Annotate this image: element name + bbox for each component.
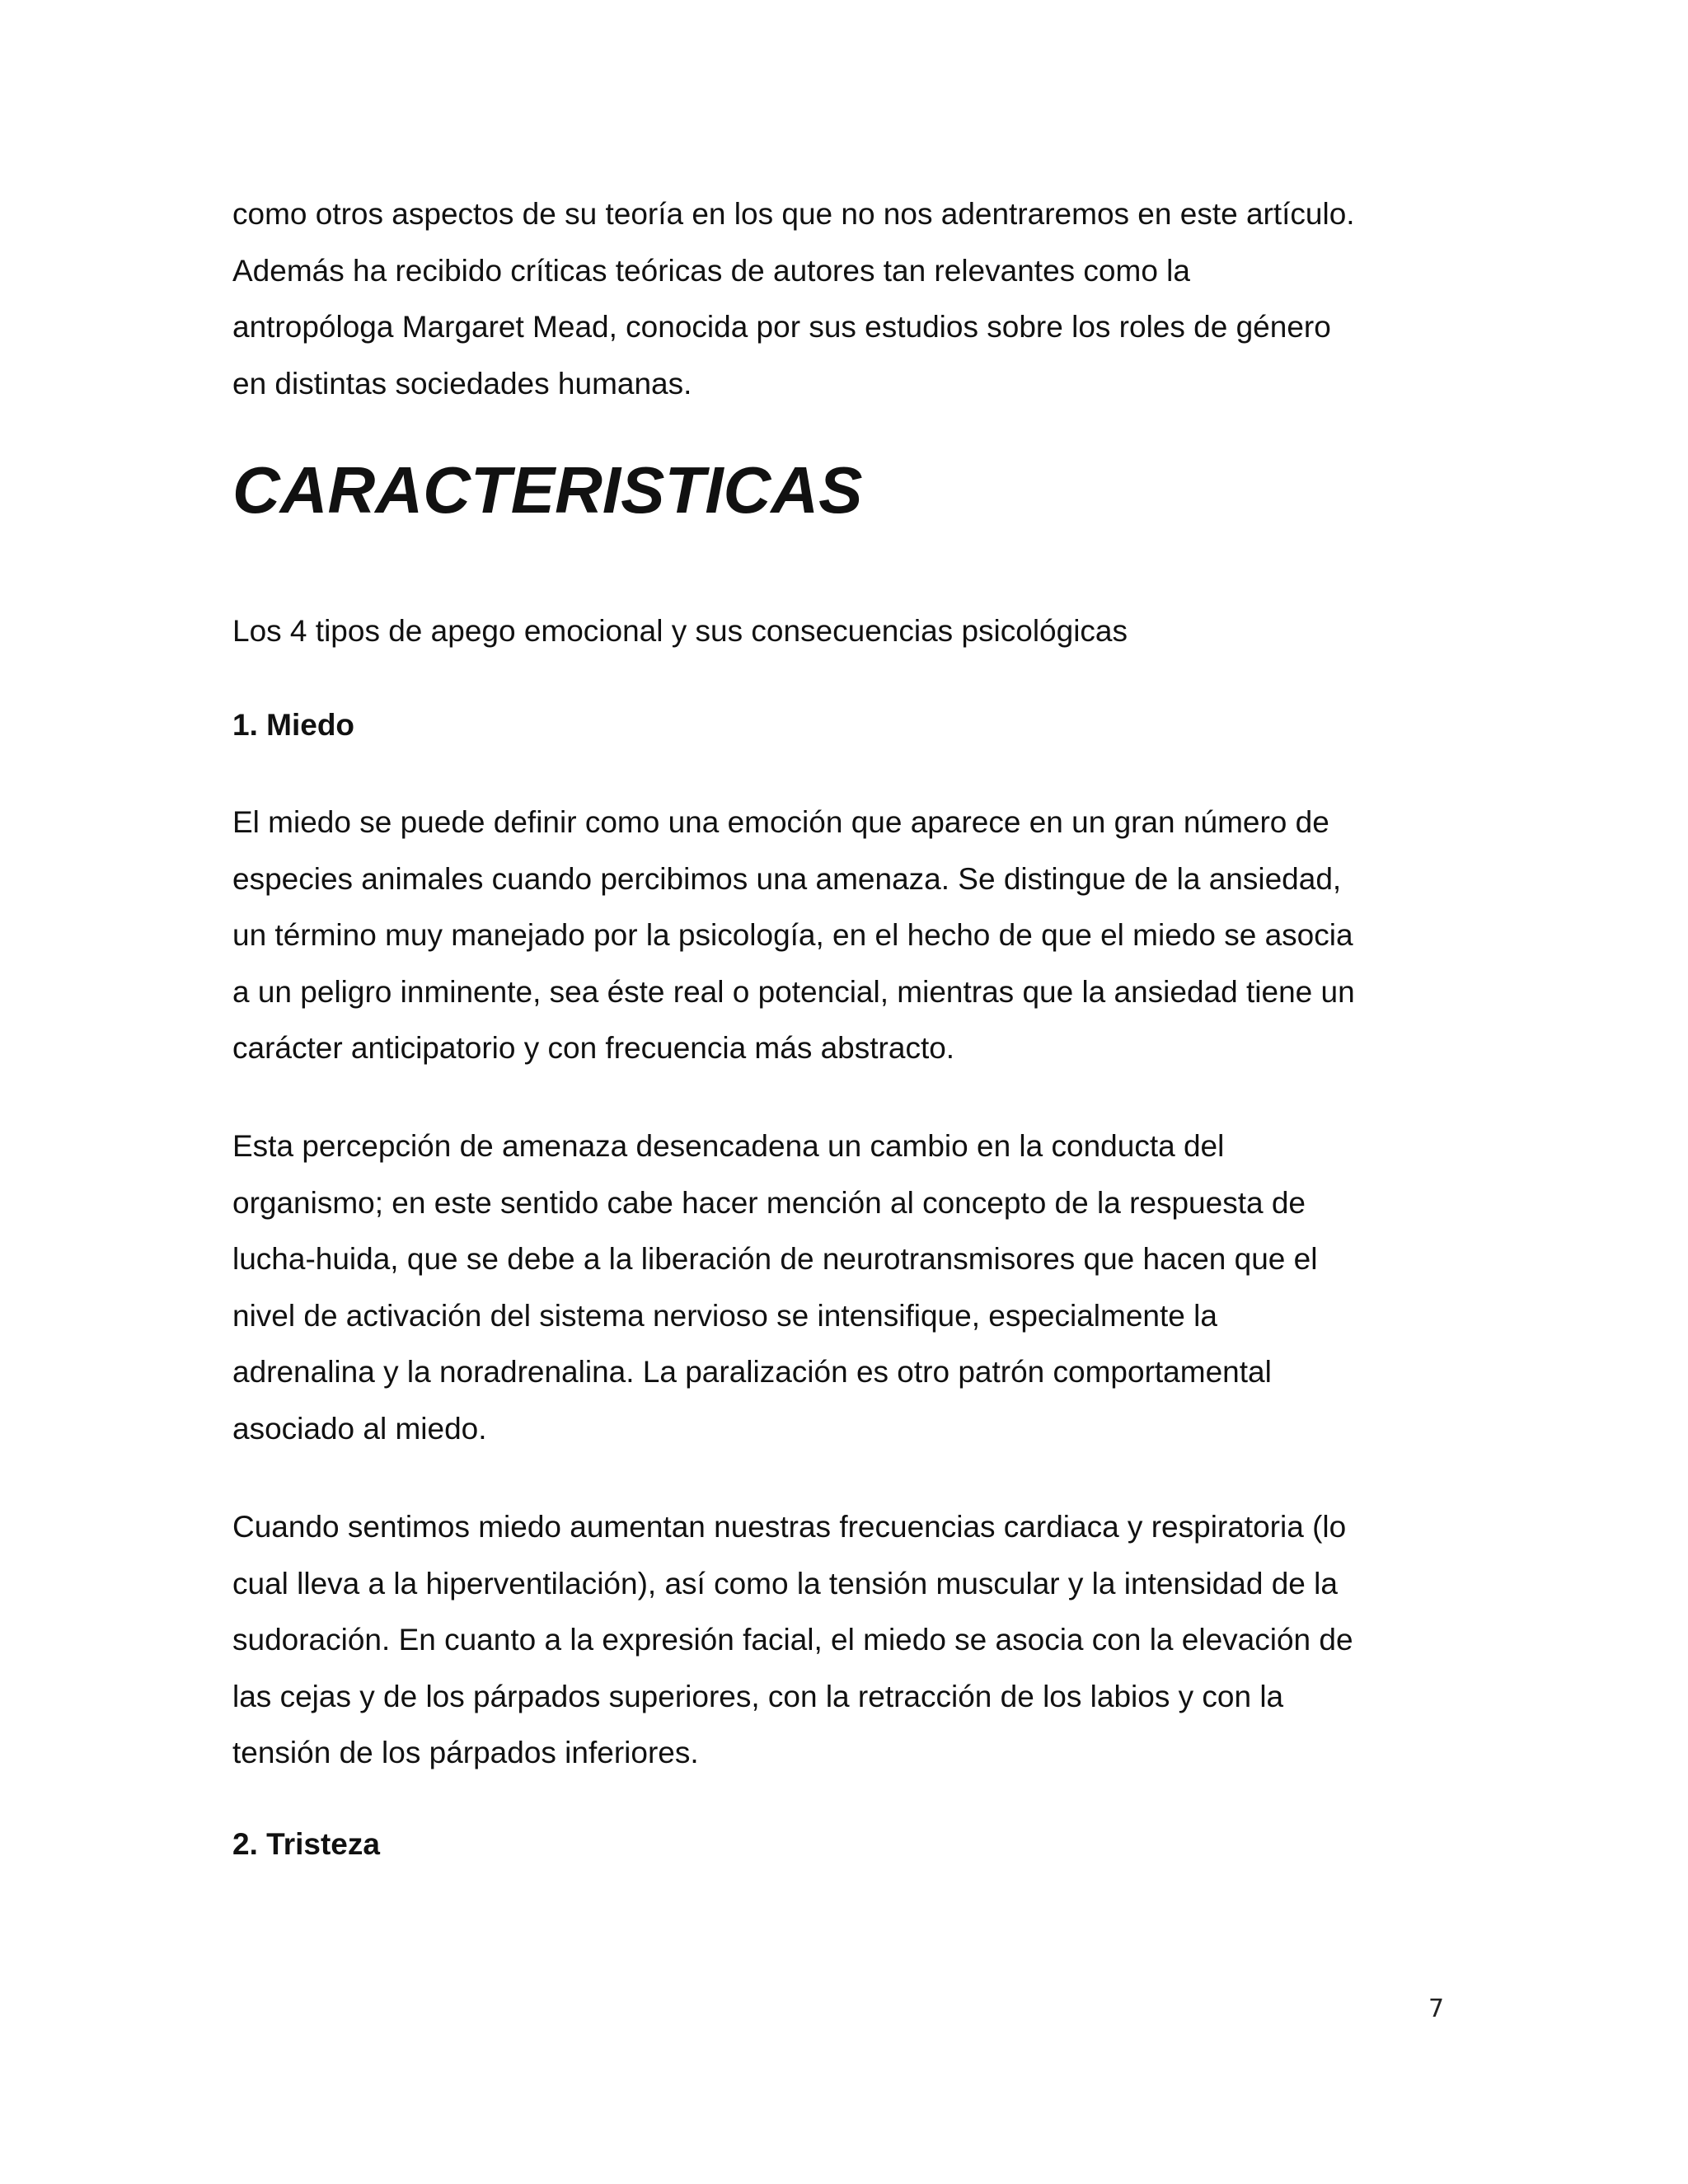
- miedo-p3-line-3: sudoración. En cuanto a la expresión facial, el miedo se asocia con la elevación de: [232, 1623, 1353, 1657]
- miedo-p2-line-1: Esta percepción de amenaza desencadena un cambio en la conducta del: [232, 1129, 1225, 1163]
- subsection-title-tristeza: 2. Tristeza: [232, 1827, 380, 1861]
- section-intro: [232, 603, 1469, 660]
- miedo-p2-line-6: asociado al miedo.: [232, 1411, 487, 1446]
- miedo-paragraph-3: [232, 1499, 1469, 1782]
- page-number: 7: [1428, 1994, 1445, 2023]
- intro-line-3: antropóloga Margaret Mead, conocida por sus estudios sobre los roles de género: [232, 310, 1331, 344]
- miedo-p1-line-4: a un peligro inminente, sea éste real o potencial, mientras que la ansiedad tiene un: [232, 974, 1355, 1009]
- intro-line-2: Además ha recibido críticas teóricas de autores tan relevantes como la: [232, 253, 1190, 288]
- intro-paragraph: [232, 186, 1469, 412]
- miedo-p2-line-4: nivel de activación del sistema nervioso se intensifique, especialmente la: [232, 1298, 1217, 1333]
- miedo-p3-line-5: tensión de los párpados inferiores.: [232, 1736, 699, 1769]
- miedo-p2-line-5: adrenalina y la noradrenalina. La paralización es otro patrón comportamental: [232, 1355, 1272, 1389]
- miedo-p1-line-5: carácter anticipatorio y con frecuencia más abstracto.: [232, 1031, 955, 1065]
- intro-line-1: como otros aspectos de su teoría en los que no nos adentraremos en este artículo.: [232, 197, 1355, 231]
- miedo-p2-line-3: lucha-huida, que se debe a la liberación de neurotransmisores que hacen que el: [232, 1242, 1318, 1276]
- miedo-paragraph-2: [232, 1118, 1469, 1457]
- miedo-p3-line-2: cual lleva a la hiperventilación), así como la tensión muscular y la intensidad de la: [232, 1566, 1338, 1601]
- miedo-p1-line-3: un término muy manejado por la psicología, en el hecho de que el miedo se asocia: [232, 918, 1353, 952]
- miedo-p2-line-2: organismo; en este sentido cabe hacer mención al concepto de la respuesta de: [232, 1185, 1306, 1220]
- subsection-title-miedo: 1. Miedo: [232, 708, 355, 742]
- intro-line-4: en distintas sociedades humanas.: [232, 366, 692, 401]
- miedo-p1-line-1: El miedo se puede definir como una emoción que aparece en un gran número de: [232, 805, 1329, 839]
- miedo-p1-line-2: especies animales cuando percibimos una amenaza. Se distingue de la ansiedad,: [232, 861, 1342, 896]
- miedo-paragraph-1: [232, 794, 1469, 1077]
- miedo-p3-line-1: Cuando sentimos miedo aumentan nuestras frecuencias cardiaca y respiratoria (lo: [232, 1510, 1347, 1544]
- section-title: CARACTERISTICAS: [232, 453, 863, 527]
- section-intro-line: Los 4 tipos de apego emocional y sus consecuencias psicológicas: [232, 614, 1128, 648]
- miedo-p3-line-4: las cejas y de los párpados superiores, con la retracción de los labios y con la: [232, 1679, 1284, 1713]
